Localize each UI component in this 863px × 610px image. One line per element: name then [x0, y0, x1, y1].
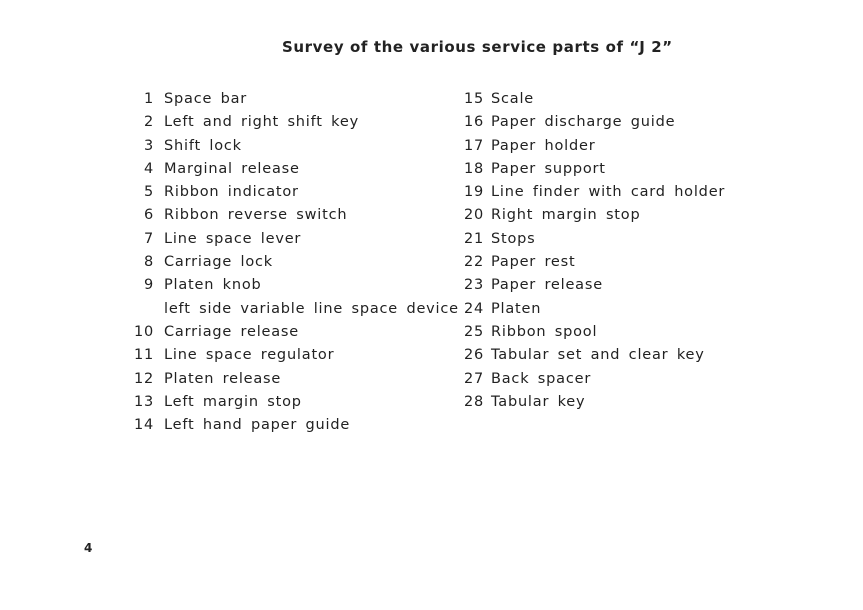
- list-item: [132, 181, 459, 204]
- list-item: [132, 274, 459, 297]
- item-label: Carriage release: [164, 323, 299, 340]
- item-number: 21: [463, 230, 484, 247]
- list-item: [132, 391, 459, 414]
- page-number: 4: [84, 541, 93, 555]
- item-label: Line finder with card holder: [491, 184, 726, 201]
- list-item: [132, 251, 459, 274]
- item-number: 5: [143, 184, 154, 201]
- list-item: [132, 368, 459, 391]
- item-number: 3: [143, 137, 154, 154]
- item-label: Right margin stop: [491, 207, 641, 224]
- list-item: [460, 368, 725, 391]
- item-number: 27: [463, 370, 484, 387]
- list-item: [132, 88, 459, 111]
- list-item: [460, 135, 725, 158]
- item-label: Scale: [491, 91, 535, 107]
- item-number: 6: [143, 207, 154, 224]
- list-item: [460, 298, 725, 321]
- item-label: Paper holder: [491, 137, 596, 154]
- item-label: Paper discharge guide: [491, 114, 676, 131]
- item-number: 10: [133, 323, 154, 340]
- item-label: Carriage lock: [164, 254, 273, 271]
- item-label: Tabular set and clear key: [491, 347, 705, 364]
- page-title: Survey of the various service parts of “J 2”: [282, 38, 673, 56]
- list-item: [132, 158, 459, 181]
- item-label: Shift lock: [164, 137, 242, 154]
- item-number: 13: [133, 393, 154, 410]
- parts-list-left: [132, 88, 459, 437]
- item-label: Left hand paper guide: [164, 417, 351, 434]
- item-label: Line space regulator: [164, 347, 335, 364]
- item-label: Back spacer: [491, 370, 592, 387]
- item-number: 26: [463, 347, 484, 364]
- item-label: Marginal release: [164, 160, 300, 177]
- item-number: 8: [143, 254, 154, 271]
- list-item: [132, 111, 459, 134]
- item-label: Platen release: [164, 370, 282, 387]
- list-item: [460, 251, 725, 274]
- list-item: [460, 111, 725, 134]
- item-label: Platen: [491, 300, 542, 317]
- list-item: [132, 298, 459, 321]
- list-item: [460, 158, 725, 181]
- list-item: [132, 344, 459, 367]
- item-number: 22: [463, 254, 484, 271]
- item-number: 18: [463, 160, 484, 177]
- item-number: 14: [133, 417, 154, 434]
- list-item: [460, 321, 725, 344]
- item-label: Left and right shift key: [164, 114, 359, 131]
- list-item: [132, 135, 459, 158]
- list-item: [460, 88, 725, 111]
- list-item: [132, 321, 459, 344]
- item-label: Platen knob: [164, 277, 262, 294]
- item-label: Ribbon reverse switch: [164, 207, 348, 224]
- item-label: Paper support: [491, 160, 606, 177]
- item-number: 1: [143, 91, 154, 107]
- item-number: 9: [143, 277, 154, 294]
- item-label: Ribbon spool: [491, 323, 598, 340]
- item-label: Line space lever: [164, 230, 302, 247]
- item-number: 7: [143, 230, 154, 247]
- list-item: [460, 274, 725, 297]
- parts-list-right: [460, 88, 725, 414]
- item-label: left side variable line space device: [164, 300, 459, 317]
- list-item: [132, 228, 459, 251]
- list-item: [460, 181, 725, 204]
- list-item: [460, 228, 725, 251]
- item-label: Left margin stop: [164, 393, 302, 410]
- item-number: [132, 298, 154, 321]
- item-number: 28: [463, 393, 484, 410]
- list-item: [132, 414, 459, 437]
- list-item: [460, 344, 725, 367]
- item-label: Paper release: [491, 277, 603, 294]
- item-number: 19: [463, 184, 484, 201]
- item-number: 17: [463, 137, 484, 154]
- item-label: Space bar: [164, 91, 248, 107]
- item-number: 25: [463, 323, 484, 340]
- item-label: Ribbon indicator: [164, 184, 299, 201]
- item-number: 16: [463, 114, 484, 131]
- list-item: [460, 391, 725, 414]
- item-number: 11: [133, 347, 154, 364]
- list-item: [132, 204, 459, 227]
- item-label: Tabular key: [491, 393, 586, 410]
- item-number: 2: [143, 114, 154, 131]
- item-number: 20: [463, 207, 484, 224]
- item-number: 24: [463, 300, 484, 317]
- item-label: Paper rest: [491, 254, 576, 271]
- item-number: 4: [143, 160, 154, 177]
- item-number: 23: [463, 277, 484, 294]
- list-item: [460, 204, 725, 227]
- item-number: 15: [463, 91, 484, 107]
- item-label: Stops: [491, 230, 536, 247]
- item-number: 12: [133, 370, 154, 387]
